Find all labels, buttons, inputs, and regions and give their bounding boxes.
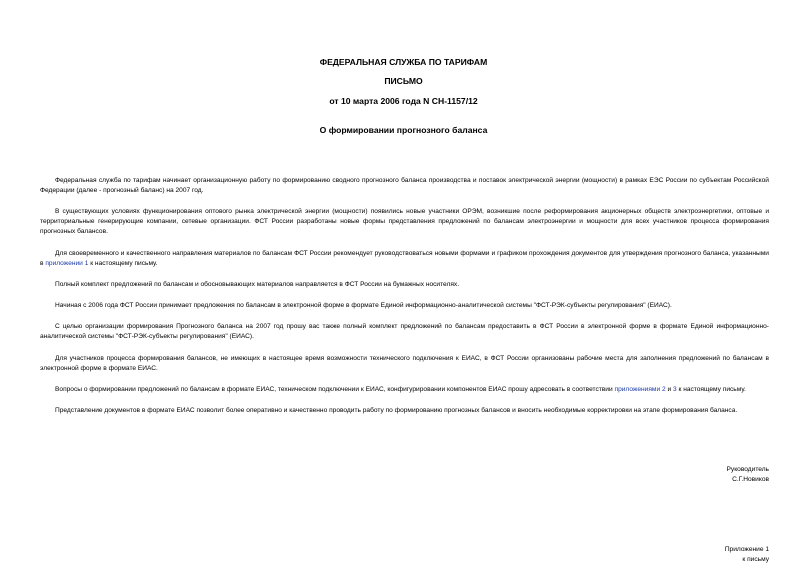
agency-title: ФЕДЕРАЛЬНАЯ СЛУЖБА ПО ТАРИФАМ — [319, 57, 488, 67]
paragraph-8-text-end: к настоящему письму. — [676, 386, 746, 394]
appendix-3-link[interactable]: 3 — [672, 386, 677, 394]
appendix-subtitle: к письму — [742, 556, 769, 563]
paragraph-8 — [40, 385, 769, 395]
appendix-1-link[interactable]: приложении 1 — [45, 259, 89, 267]
paragraph-8-text-start: Вопросы о формировании предложений по балансам в формате ЕИАС, техническом подключении к ЕИАС, конфигурировании компонентов ЕИАС прошу адресовать в соответствии — [55, 386, 615, 394]
appendix-title: Приложение 1 — [724, 546, 769, 553]
document-subject: О формировании прогнозного баланса — [319, 125, 488, 135]
appendix-2-link[interactable]: приложениями 2 — [614, 386, 666, 394]
paragraph-3-text-start: Для своевременного и качественного направления материалов по балансам ФСТ России рекомендует руководствоваться новыми формами и графиком прохождения документов для утверждения прогнозного баланса, указанными в — [40, 249, 769, 267]
signature-block — [727, 465, 769, 485]
paragraph-2: В существующих условиях функционирования оптового рынка электрической энергии (мощности) появились новые участники ОРЭМ, возникшие после реформирования акционерных обществ электроэнергетики, оптовые и территориальные генерирующие компании, сетевые организации. ФСТ России разработаны новые формы представления предложений по балансам электроэнергии и мощности для всех участников процесса формирования прогнозных балансов. — [40, 208, 769, 236]
paragraph-3 — [40, 249, 769, 269]
paragraph-1: Федеральная служба по тарифам начинает организационную работу по формированию сводного прогнозного баланса производства и поставок электрической энергии (мощности) в рамках ЕЭС России по субъектам Российской Федерации (далее - прогнозный баланс) на 2007 год. — [40, 177, 769, 194]
document-date-number: от 10 марта 2006 года N СН-1157/12 — [329, 96, 478, 106]
paragraph-6: С целью организации формирования Прогнозного баланса на 2007 год прошу вас также полный комплект предложений по балансам предоставить в ФСТ России в электронной форме в формате Единой информационно-аналитической системы "ФСТ-РЭК-субъекты регулирования" (ЕИАС). — [40, 323, 769, 341]
paragraph-8-text-mid: и — [665, 386, 673, 394]
signatory-position: Руководитель — [726, 466, 769, 473]
letter-body — [40, 176, 769, 428]
paragraph-7: Для участников процесса формирования балансов, не имеющих в настоящее время возможности технического подключения к ЕИАС, в ФСТ России организованы рабочие места для заполнения предложений по балансам в электронной форме в формате ЕИАС. — [40, 354, 769, 372]
signatory-name: С.Г.Новиков — [732, 476, 769, 483]
paragraph-4: Полный комплект предложений по балансам и обосновывающих материалов направляется в ФСТ России на бумажных носителях. — [55, 280, 460, 288]
document-type: ПИСЬМО — [384, 76, 423, 86]
paragraph-9: Представление документов в формате ЕИАС позволит более оперативно и качественно проводить работу по формированию прогнозных балансов и вносить необходимые корректировки на этапе формирования баланса. — [55, 407, 738, 415]
paragraph-3-text-end: к настоящему письму. — [88, 259, 158, 267]
appendix-heading — [725, 545, 769, 565]
paragraph-5: Начиная с 2006 года ФСТ России принимает предложения по балансам в электронной форме в формате Единой информационно-аналитической системы "ФСТ-РЭК-субъекты регулирования" (ЕИАС). — [55, 302, 672, 310]
